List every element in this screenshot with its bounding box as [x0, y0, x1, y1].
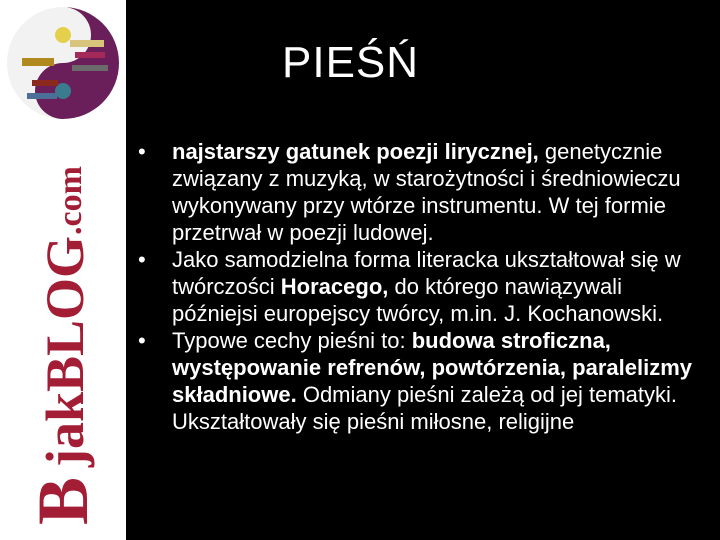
- bullet-list: [138, 138, 708, 435]
- bullet-1-bold-text: najstarszy gatunek poezji lirycznej,: [172, 139, 539, 164]
- bullet-3-text-end: Odmiany pieśni zależą od jej tematyki. Ukształtowały się pieśni miłosne, religijne: [172, 382, 678, 434]
- bullet-2-text-end: do którego nawiązywali późniejsi europejscy twórcy, m.in. J. Kochanowski.: [172, 274, 664, 326]
- bullet-3-bold-text: budowa stroficzna, występowanie refrenów, powtórzenia, paralelizmy składniowe.: [172, 328, 692, 407]
- bullet-2-bold-text: Horacego,: [280, 274, 389, 299]
- bullet-1-text: genetycznie związany z muzyką, w starożytności i średniowieczu wykonywany przy wtórze instrumentu. W tej formie przetrwał w poezji ludowej.: [172, 139, 681, 245]
- yin-yang-icon: [0, 0, 126, 126]
- bullet-icon: •: [138, 328, 146, 353]
- slide-title: PIEŚŃ: [282, 38, 420, 87]
- list-item: [138, 138, 708, 246]
- list-item: [138, 327, 708, 435]
- svg-text:B: B: [23, 476, 103, 525]
- bjakblog-logo: [12, 150, 112, 525]
- bullet-3-text-start: Typowe cechy pieśni to:: [172, 328, 412, 353]
- bullet-icon: •: [138, 139, 146, 164]
- bullet-icon: •: [138, 247, 146, 272]
- svg-text:jakBLOG: jakBLOG: [35, 235, 95, 467]
- svg-text:.com: .com: [52, 166, 89, 235]
- bullet-2-text-start: Jako samodzielna forma literacka ukształtował się w twórczości: [172, 247, 681, 299]
- word-cloud-logo: [0, 0, 126, 126]
- sidebar-branding: [0, 0, 126, 540]
- list-item: [138, 246, 708, 327]
